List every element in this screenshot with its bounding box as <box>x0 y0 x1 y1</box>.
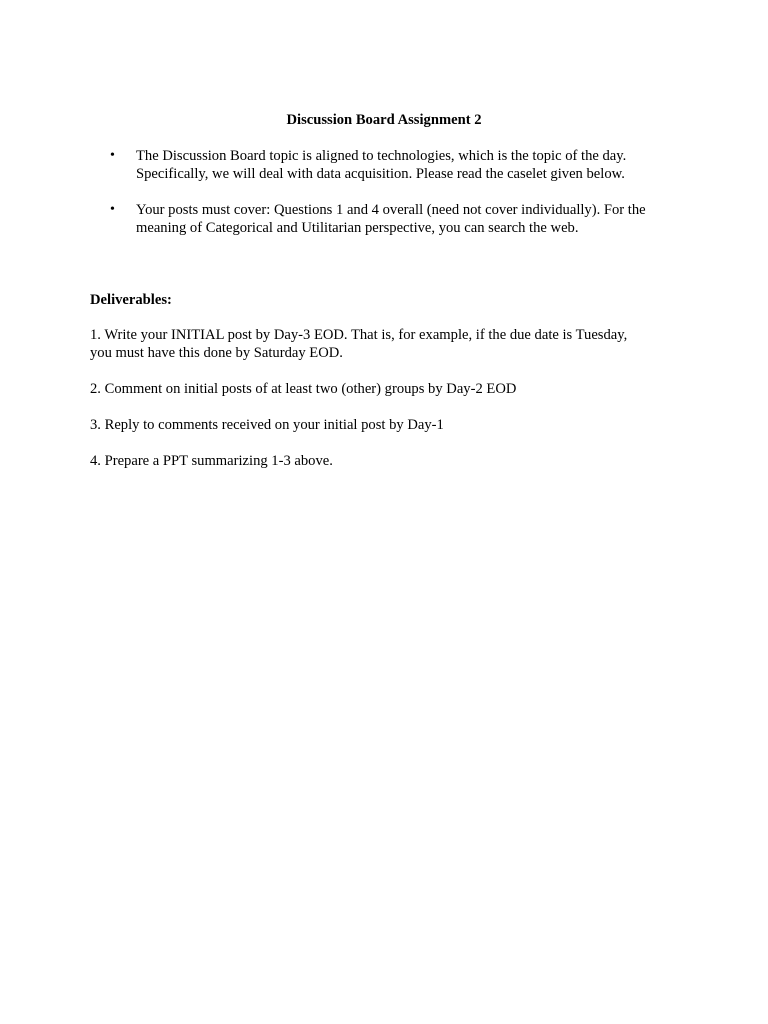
deliverable-item <box>90 380 680 398</box>
deliverable-text-line: 3. Reply to comments received on your initial post by Day-1 <box>90 417 444 433</box>
bullet-icon: • <box>110 148 115 163</box>
bullet-item <box>90 201 690 237</box>
bullet-text-line: Specifically, we will deal with data acquisition. Please read the caselet given below. <box>136 166 625 182</box>
deliverable-text-line: 2. Comment on initial posts of at least two (other) groups by Day-2 EOD <box>90 381 517 397</box>
deliverable-item <box>90 452 680 470</box>
deliverables-heading: Deliverables: <box>90 292 172 308</box>
bullet-icon: • <box>110 202 115 217</box>
deliverables-list <box>90 326 680 488</box>
bullet-text-line: The Discussion Board topic is aligned to technologies, which is the topic of the day. <box>136 148 627 164</box>
deliverable-item <box>90 416 680 434</box>
deliverable-text-line: 4. Prepare a PPT summarizing 1-3 above. <box>90 453 333 469</box>
deliverable-item <box>90 326 680 362</box>
deliverable-text-line: you must have this done by Saturday EOD. <box>90 345 343 361</box>
deliverable-text-line: 1. Write your INITIAL post by Day-3 EOD. That is, for example, if the due date is Tuesday, <box>90 327 628 343</box>
bullet-text-line: Your posts must cover: Questions 1 and 4 overall (need not cover individually). For the <box>136 202 646 218</box>
document-title: Discussion Board Assignment 2 <box>286 112 482 128</box>
bullet-text-line: meaning of Categorical and Utilitarian perspective, you can search the web. <box>136 220 579 236</box>
bullet-list <box>90 147 690 255</box>
bullet-item <box>90 147 690 183</box>
